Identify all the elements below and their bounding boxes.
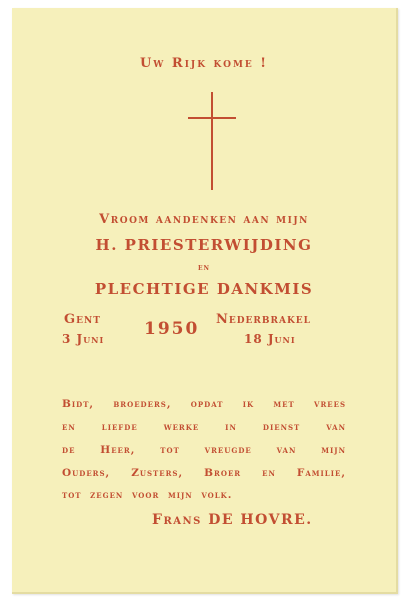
motto: Uw Rijk kome ! [139, 56, 269, 71]
prayer-line-1: Bidt, broeders, opdat ik met vrees [62, 398, 346, 410]
prayer-line-5: tot zegen voor mijn volk. [62, 489, 233, 501]
heading-dedication: Vroom aandenken aan mijn [99, 212, 309, 227]
prayer-line-3: de Heer, tot vreugde van mijn [62, 444, 346, 456]
heading-and: en [197, 263, 211, 273]
prayer-line-4: Ouders, Zusters, Broer en Familie, [62, 467, 346, 479]
prayer-line-2: en liefde werke in dienst van [62, 421, 346, 433]
place-left: Gent [64, 312, 101, 327]
heading-mass: PLECHTIGE DANKMIS [94, 280, 314, 298]
date-left: 3 Juni [62, 332, 105, 346]
signature: Frans DE HOVRE. [152, 512, 313, 528]
date-right: 18 Juni [244, 332, 296, 346]
memorial-card [12, 8, 398, 594]
year: 1950 [144, 319, 200, 339]
place-right: Nederbrakel [216, 312, 311, 327]
heading-ordination: H. PRIESTERWIJDING [95, 236, 313, 254]
